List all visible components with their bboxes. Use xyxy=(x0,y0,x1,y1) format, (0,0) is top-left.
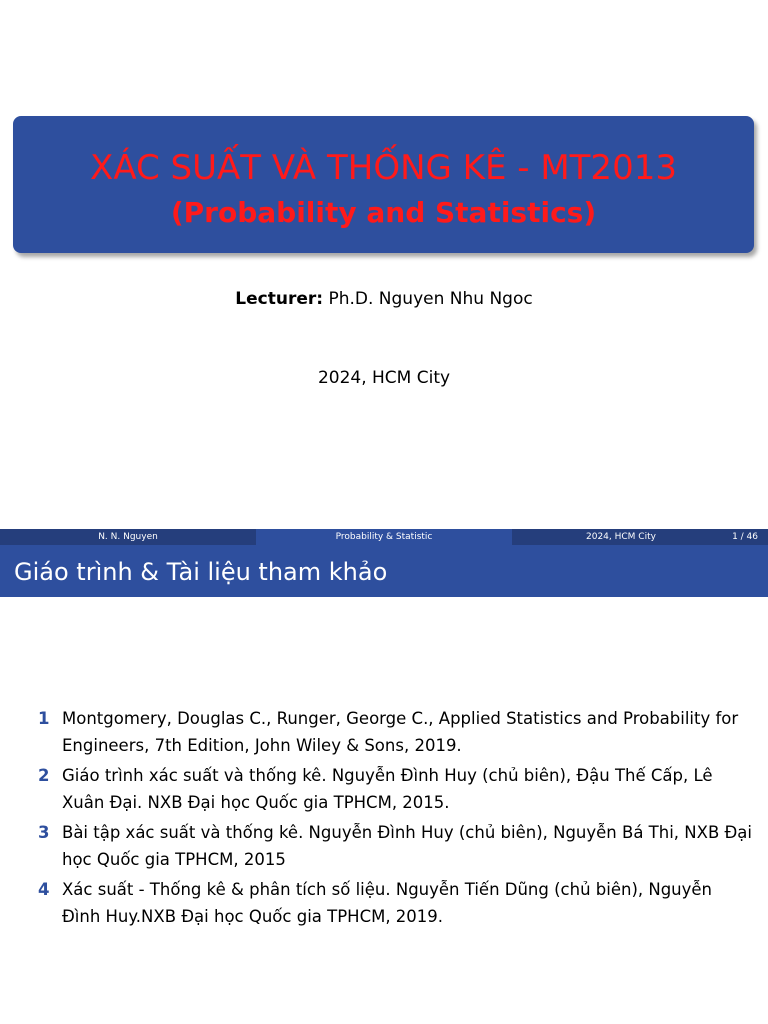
list-item xyxy=(38,819,753,873)
footer-bar xyxy=(0,529,768,545)
list-item xyxy=(38,876,753,930)
lecturer-label: Lecturer: xyxy=(235,289,324,309)
list-item-text: Montgomery, Douglas C., Runger, George C., Applied Statistics and Probability for Engineers, 7th Edition, John Wiley & Sons, 2019. xyxy=(62,709,739,755)
title-block xyxy=(13,116,754,253)
footer-author: N. N. Nguyen xyxy=(0,529,256,545)
list-item-number: 4 xyxy=(38,880,50,899)
lecturer-name: Ph.D. Nguyen Nhu Ngoc xyxy=(323,289,533,309)
lecturer-line xyxy=(0,289,768,309)
footer-page-number: 1 / 46 xyxy=(732,532,758,542)
list-item-text: Xác suất - Thống kê & phân tích số liệu. Nguyễn Tiến Dũng (chủ biên), Nguyễn Đình Huy.NXB Đại học Quốc gia TPHCM, 2019. xyxy=(62,880,713,926)
slide2-header xyxy=(0,545,768,597)
list-item xyxy=(38,762,753,816)
slide-title: XÁC SUẤT VÀ THỐNG KÊ - MT2013 xyxy=(90,148,677,188)
list-item xyxy=(38,705,753,759)
reference-list xyxy=(38,705,753,933)
list-item-text: Bài tập xác suất và thống kê. Nguyễn Đình Huy (chủ biên), Nguyễn Bá Thi, NXB Đại học Quốc gia TPHCM, 2015 xyxy=(62,823,752,869)
slide-subtitle: (Probability and Statistics) xyxy=(170,196,597,229)
list-item-number: 1 xyxy=(38,709,50,728)
footer-right xyxy=(512,529,768,545)
slide2-heading: Giáo trình & Tài liệu tham khảo xyxy=(14,558,388,586)
list-item-text: Giáo trình xác suất và thống kê. Nguyễn Đình Huy (chủ biên), Đậu Thế Cấp, Lê Xuân Đại. NXB Đại học Quốc gia TPHCM, 2015. xyxy=(62,766,713,812)
list-item-number: 2 xyxy=(38,766,50,785)
footer-course: Probability & Statistic xyxy=(256,529,512,545)
list-item-number: 3 xyxy=(38,823,50,842)
footer-date: 2024, HCM City xyxy=(586,532,656,542)
date-place: 2024, HCM City xyxy=(317,368,451,388)
